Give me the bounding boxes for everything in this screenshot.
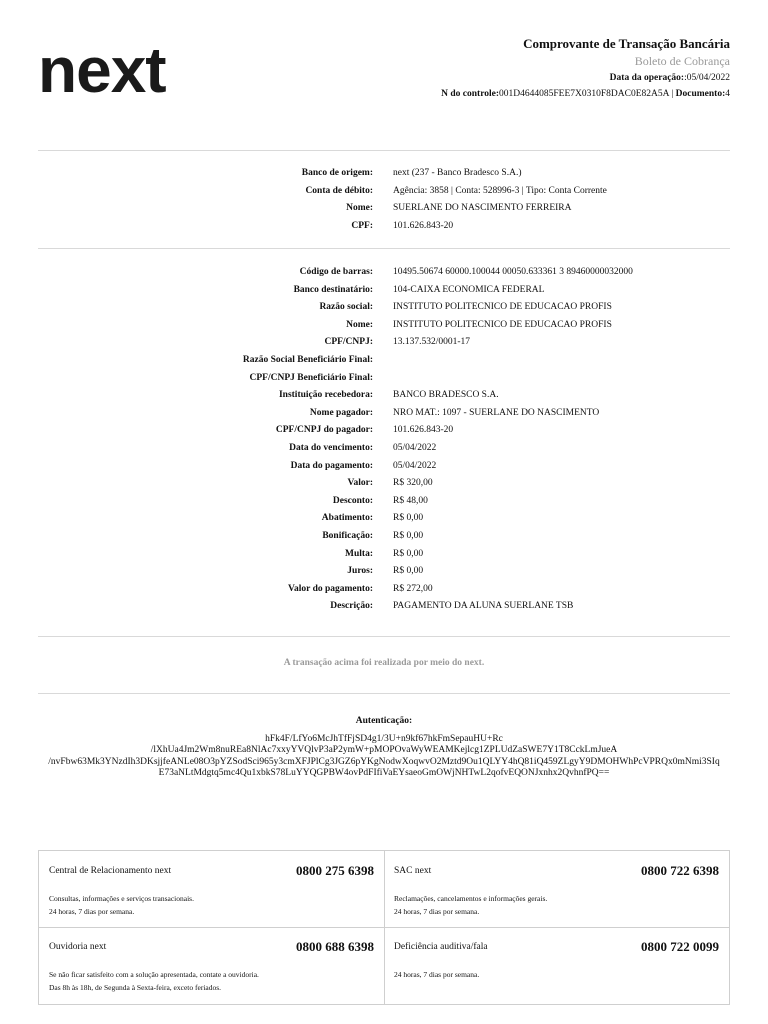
- field-value: 104-CAIXA ECONOMICA FEDERAL: [393, 284, 545, 295]
- field-label: CPF:: [351, 220, 373, 231]
- payment-row: [38, 390, 730, 408]
- field-label: Nome pagador:: [309, 407, 373, 418]
- contact-ouvidoria: [39, 927, 384, 1003]
- field-value: Agência: 3858 | Conta: 528996-3 | Tipo: Conta Corrente: [393, 185, 607, 196]
- authentication-block: [38, 716, 730, 780]
- divider: [38, 150, 730, 151]
- field-value: R$ 48,00: [393, 495, 428, 506]
- divider: [38, 248, 730, 249]
- document-title: Comprovante de Transação Bancária: [523, 36, 730, 51]
- document-subtitle: Boleto de Cobrança: [634, 54, 730, 68]
- field-label: Juros:: [347, 566, 373, 577]
- field-value: R$ 0,00: [393, 566, 424, 577]
- payment-row: [38, 531, 730, 549]
- field-value: 05/04/2022: [393, 460, 437, 471]
- operation-date-label: Data da operação:: [609, 73, 685, 83]
- contact-description: [394, 968, 479, 981]
- control-number: [441, 86, 730, 102]
- payment-row: [38, 601, 730, 619]
- contact-description: [49, 892, 194, 918]
- field-value: R$ 272,00: [393, 583, 433, 594]
- authentication-line: hFk4F/LfYo6McJhTfFjSD4g1/3U+n9kf67hkFmSepauHU+Rc: [265, 733, 503, 744]
- origin-section: [38, 168, 730, 238]
- next-logo: next: [38, 34, 166, 106]
- payment-row: [38, 408, 730, 426]
- field-label: Valor:: [347, 478, 373, 489]
- field-value: 05/04/2022: [393, 442, 437, 453]
- contact-description: [394, 892, 547, 918]
- field-value: INSTITUTO POLITECNICO DE EDUCACAO PROFIS: [393, 319, 612, 330]
- contact-deficiencia: [384, 927, 729, 1003]
- authentication-heading: Autenticação:: [355, 716, 413, 726]
- field-value: R$ 320,00: [393, 478, 433, 489]
- contact-name: SAC next: [394, 866, 432, 876]
- contact-name: Ouvidoria next: [49, 942, 107, 952]
- divider: [38, 636, 730, 637]
- origin-row: [38, 186, 730, 204]
- field-value: NRO MAT.: 1097 - SUERLANE DO NASCIMENTO: [393, 407, 600, 418]
- field-value: 13.137.532/0001-17: [393, 337, 471, 348]
- field-label: Desconto:: [332, 495, 373, 506]
- contact-phone: 0800 722 0099: [641, 939, 719, 954]
- field-label: Nome:: [346, 319, 373, 330]
- contact-sac: [384, 851, 729, 927]
- field-label: Razão social:: [319, 302, 373, 313]
- authentication-line: E73aNLtMdgtq5mc4Qu1xbkS78LuYYQGPBW4ovPdFIfiVaEYsaeoGmOWjNHTwL2qofvEQONJxnhx2QvhnfPQ==: [158, 768, 610, 778]
- operation-date: [441, 70, 730, 86]
- payment-row: [38, 285, 730, 303]
- contact-phone: 0800 688 6398: [296, 939, 374, 954]
- field-label: Razão Social Beneficiário Final:: [242, 354, 373, 365]
- payment-row: [38, 478, 730, 496]
- field-label: CPF/CNPJ do pagador:: [275, 425, 373, 436]
- contact-description-line: 24 horas, 7 dias por semana.: [394, 970, 480, 979]
- contact-name: Central de Relacionamento next: [49, 866, 172, 876]
- control-number-label: N do controle:: [441, 89, 500, 99]
- contact-description-line: Das 8h às 18h, de Segunda à Sexta-feira, exceto feriados.: [49, 983, 222, 992]
- origin-row: [38, 221, 730, 239]
- field-label: Data do pagamento:: [290, 460, 373, 471]
- field-value: PAGAMENTO DA ALUNA SUERLANE TSB: [393, 601, 574, 612]
- document-number-label: Documento:: [675, 89, 726, 99]
- field-value: 10495.50674 60000.100044 00050.633361 3 89460000032000: [393, 267, 633, 277]
- contact-description-line: Se não ficar satisfeito com a solução apresentada, contate a ouvidoria.: [49, 970, 259, 979]
- payment-row: [38, 302, 730, 320]
- field-value: R$ 0,00: [393, 513, 424, 524]
- contact-description: [49, 968, 259, 994]
- divider: [38, 693, 730, 694]
- payment-row: [38, 320, 730, 338]
- payment-section: [38, 267, 730, 619]
- contact-description-line: Consultas, informações e serviços transacionais.: [49, 894, 194, 903]
- payment-row: [38, 425, 730, 443]
- contact-phone: 0800 722 6398: [641, 863, 719, 878]
- payment-row: [38, 373, 730, 391]
- field-label: Nome:: [346, 203, 373, 214]
- contact-description-line: Reclamações, cancelamentos e informações gerais.: [394, 894, 548, 903]
- field-label: Banco destinatário:: [293, 284, 373, 295]
- payment-row: [38, 337, 730, 355]
- field-label: Banco de origem:: [301, 168, 373, 178]
- field-value: R$ 0,00: [393, 530, 424, 541]
- field-value: 101.626.843-20: [393, 425, 454, 436]
- field-value: SUERLANE DO NASCIMENTO FERREIRA: [393, 203, 572, 214]
- field-value: 101.626.843-20: [393, 220, 454, 231]
- field-label: Código de barras:: [299, 267, 373, 277]
- payment-row: [38, 549, 730, 567]
- field-label: Instituição recebedora:: [278, 390, 373, 401]
- contact-description-line: 24 horas, 7 dias por semana.: [49, 907, 135, 916]
- origin-row: [38, 168, 730, 186]
- separator: |: [668, 89, 676, 99]
- document-number-value: 4: [725, 89, 730, 99]
- control-number-value: 001D4644085FEE7X0310F8DAC0E82A5A: [499, 89, 669, 99]
- payment-row: [38, 355, 730, 373]
- field-label: Conta de débito:: [305, 185, 373, 196]
- field-value: next (237 - Banco Bradesco S.A.): [393, 168, 522, 178]
- payment-row: [38, 584, 730, 602]
- payment-row: [38, 443, 730, 461]
- field-label: Multa:: [345, 548, 373, 559]
- authentication-line: /lXhUa4Jm2Wm8nuREa8NlAc7xxyYVQlvP3aP2ymW+pMOPOvaWyWEAMKejlcg1ZPLUdZaSWE7Y1T8CckLmJueA: [150, 745, 618, 755]
- field-label: Descrição:: [330, 601, 373, 612]
- field-label: CPF/CNPJ Beneficiário Final:: [249, 372, 373, 383]
- field-label: Abatimento:: [321, 513, 373, 524]
- contact-grid: [38, 850, 730, 1005]
- payment-row: [38, 267, 730, 285]
- contact-phone: 0800 275 6398: [296, 863, 374, 878]
- document-header: [441, 36, 730, 102]
- contact-central: [39, 851, 384, 927]
- payment-row: [38, 461, 730, 479]
- field-value: BANCO BRADESCO S.A.: [393, 390, 499, 401]
- transaction-note: A transação acima foi realizada por meio do next.: [283, 658, 485, 668]
- payment-row: [38, 513, 730, 531]
- payment-row: [38, 566, 730, 584]
- origin-row: [38, 203, 730, 221]
- field-value: R$ 0,00: [393, 548, 424, 559]
- field-label: Bonificação:: [322, 530, 373, 541]
- contact-name: Deficiência auditiva/fala: [394, 942, 488, 952]
- field-value: INSTITUTO POLITECNICO DE EDUCACAO PROFIS: [393, 302, 612, 313]
- contact-description-line: 24 horas, 7 dias por semana.: [394, 907, 480, 916]
- field-label: CPF/CNPJ:: [324, 337, 373, 348]
- field-label: Valor do pagamento:: [288, 583, 373, 594]
- payment-row: [38, 496, 730, 514]
- authentication-line: /nvFbw63Mk3YNzdIh3DKsjjfeANLe08O3pYZSodSci965y3cmXFJPlCg3JGZ6pYKgNodwXoqwvO2Mztd9Ou1QLYY4hQ81iQ459ZLgyY9DMOHWhPcVPRQx0mNmi3SIq: [48, 756, 720, 767]
- operation-date-value: :05/04/2022: [684, 73, 730, 83]
- field-label: Data do vencimento:: [289, 442, 373, 453]
